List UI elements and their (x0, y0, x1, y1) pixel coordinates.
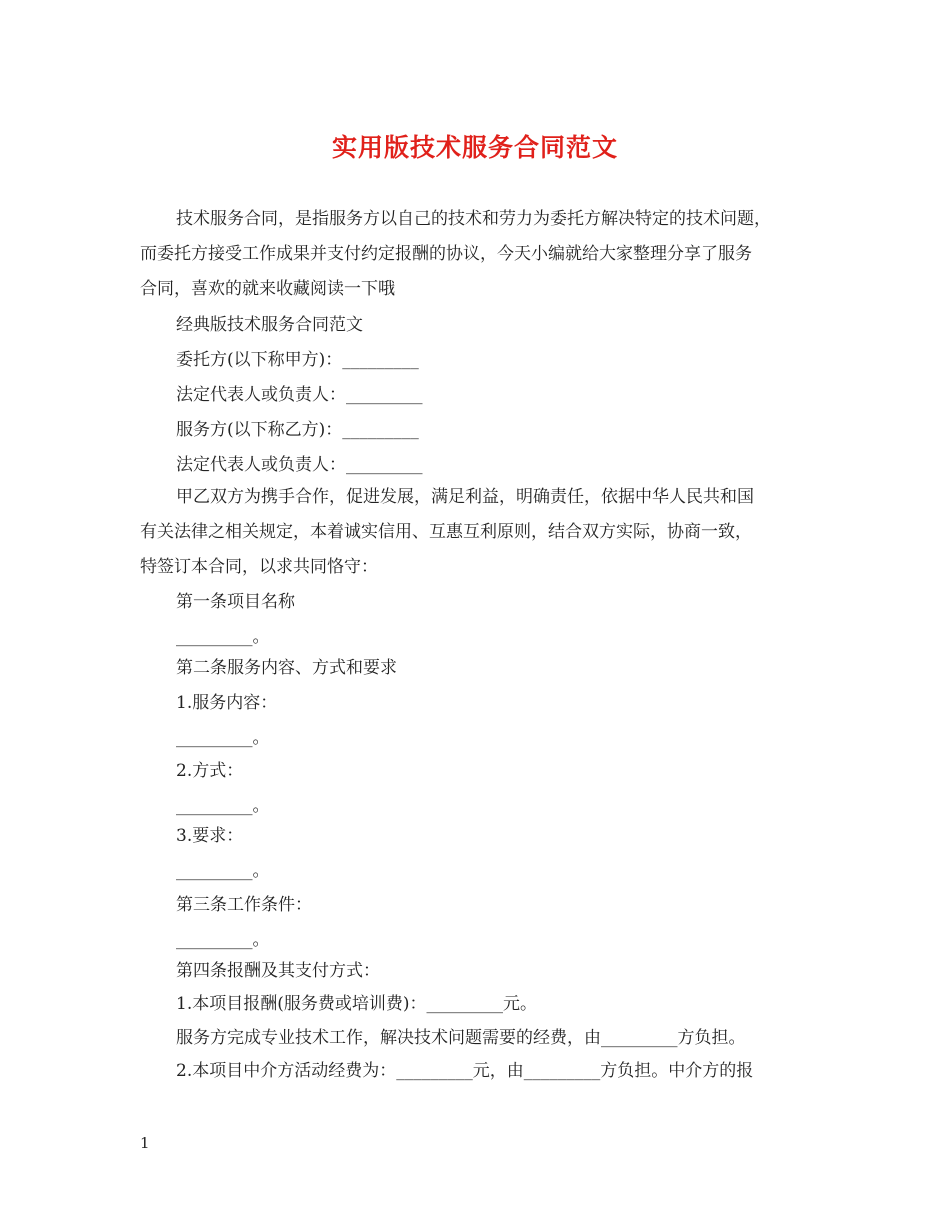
paragraph-line: 2.方式： (176, 761, 244, 781)
paragraph-line: 服务方完成专业技术工作，解决技术问题需要的经费，由_________方负担。 (176, 1028, 746, 1048)
paragraph-line: 第二条服务内容、方式和要求 (176, 658, 397, 678)
document-title: 实用版技术服务合同范文 (331, 133, 618, 162)
paragraph-line: 1.本项目报酬(服务费或培训费)：_________元。 (176, 994, 537, 1014)
paragraph-line: 法定代表人或负责人：_________ (176, 455, 423, 475)
paragraph-line: 有关法律之相关规定，本着诚实信用、互惠互利原则，结合双方实际，协商一致， (140, 522, 752, 542)
paragraph-line: 3.要求： (176, 826, 244, 846)
paragraph-line: 2.本项目中介方活动经费为：_________元，由_________方负担。中介方的报 (176, 1061, 754, 1081)
paragraph-line: 第一条项目名称 (176, 592, 295, 612)
paragraph-line: 技术服务合同，是指服务方以自己的技术和劳力为委托方解决特定的技术问题， (176, 209, 771, 229)
paragraph-line: _________。 (176, 930, 270, 950)
paragraph-line: 经典版技术服务合同范文 (176, 315, 363, 335)
paragraph-line: _________。 (176, 861, 270, 881)
paragraph-line: _________。 (176, 627, 270, 647)
paragraph-line: 委托方(以下称甲方)：_________ (176, 350, 419, 370)
paragraph-line: 第四条报酬及其支付方式： (176, 961, 380, 981)
paragraph-line: 1.服务内容： (176, 693, 278, 713)
paragraph-line: 特签订本合同，以求共同恪守： (140, 557, 378, 577)
paragraph-line: 服务方(以下称乙方)：_________ (176, 420, 419, 440)
paragraph-line: 法定代表人或负责人：_________ (176, 385, 423, 405)
paragraph-line: _________。 (176, 728, 270, 748)
paragraph-line: 合同，喜欢的就来收藏阅读一下哦 (140, 279, 395, 299)
paragraph-line: _________。 (176, 796, 270, 816)
paragraph-line: 甲乙双方为携手合作，促进发展，满足利益，明确责任，依据中华人民共和国 (176, 487, 754, 507)
paragraph-line: 而委托方接受工作成果并支付约定报酬的协议，今天小编就给大家整理分享了服务 (140, 244, 752, 264)
paragraph-line: 第三条工作条件： (176, 895, 312, 915)
page-number: 1 (140, 1134, 150, 1152)
